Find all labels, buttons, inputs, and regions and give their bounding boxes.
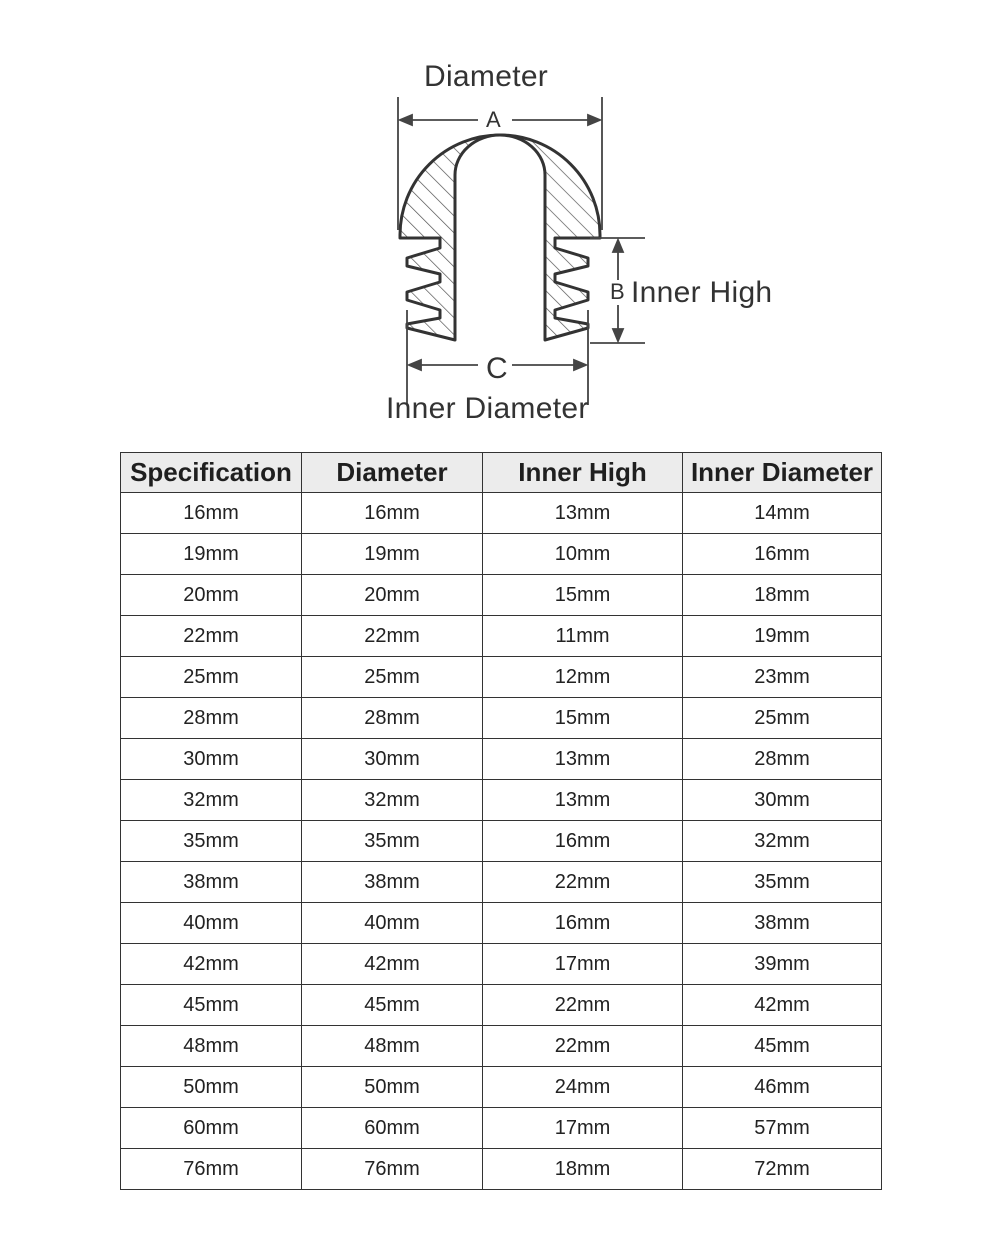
cell-inner-high: 22mm: [483, 862, 683, 903]
cell-inner-high: 24mm: [483, 1067, 683, 1108]
cell-specification: 19mm: [121, 534, 302, 575]
cell-inner-high: 22mm: [483, 1026, 683, 1067]
cell-inner-diameter: 23mm: [683, 657, 882, 698]
cell-inner-diameter: 16mm: [683, 534, 882, 575]
cell-specification: 76mm: [121, 1149, 302, 1190]
cell-diameter: 20mm: [302, 575, 483, 616]
cell-inner-high: 13mm: [483, 780, 683, 821]
cell-inner-high: 16mm: [483, 821, 683, 862]
cell-inner-high: 11mm: [483, 616, 683, 657]
cell-inner-diameter: 25mm: [683, 698, 882, 739]
cell-diameter: 16mm: [302, 493, 483, 534]
inner-high-label: Inner High: [631, 276, 773, 309]
cell-inner-high: 15mm: [483, 575, 683, 616]
cell-diameter: 19mm: [302, 534, 483, 575]
cell-diameter: 40mm: [302, 903, 483, 944]
cell-diameter: 28mm: [302, 698, 483, 739]
table-row: [121, 698, 882, 739]
cell-inner-diameter: 38mm: [683, 903, 882, 944]
cell-inner-high: 22mm: [483, 985, 683, 1026]
table-row: [121, 1026, 882, 1067]
inner-cavity: [455, 135, 545, 340]
cell-inner-diameter: 30mm: [683, 780, 882, 821]
cell-diameter: 35mm: [302, 821, 483, 862]
plug-diagram: [0, 0, 1000, 440]
table-header-row: [121, 453, 882, 493]
cell-specification: 38mm: [121, 862, 302, 903]
cell-inner-high: 18mm: [483, 1149, 683, 1190]
cell-inner-diameter: 35mm: [683, 862, 882, 903]
cell-specification: 48mm: [121, 1026, 302, 1067]
cell-specification: 42mm: [121, 944, 302, 985]
cell-inner-high: 17mm: [483, 944, 683, 985]
cell-inner-high: 12mm: [483, 657, 683, 698]
cell-specification: 40mm: [121, 903, 302, 944]
cell-specification: 22mm: [121, 616, 302, 657]
cell-diameter: 38mm: [302, 862, 483, 903]
cell-inner-diameter: 18mm: [683, 575, 882, 616]
table-row: [121, 493, 882, 534]
header-specification: Specification: [121, 453, 302, 493]
cell-diameter: 32mm: [302, 780, 483, 821]
cell-specification: 60mm: [121, 1108, 302, 1149]
cell-inner-diameter: 19mm: [683, 616, 882, 657]
header-diameter: Diameter: [302, 453, 483, 493]
cell-inner-diameter: 42mm: [683, 985, 882, 1026]
cell-specification: 20mm: [121, 575, 302, 616]
inner-diameter-label: Inner Diameter: [386, 392, 589, 425]
table-row: [121, 739, 882, 780]
specification-table: [120, 452, 882, 1190]
cell-diameter: 30mm: [302, 739, 483, 780]
cell-diameter: 60mm: [302, 1108, 483, 1149]
cell-diameter: 50mm: [302, 1067, 483, 1108]
cell-diameter: 76mm: [302, 1149, 483, 1190]
cell-inner-diameter: 46mm: [683, 1067, 882, 1108]
header-inner-diameter: Inner Diameter: [683, 453, 882, 493]
cell-specification: 28mm: [121, 698, 302, 739]
cell-diameter: 48mm: [302, 1026, 483, 1067]
cell-specification: 50mm: [121, 1067, 302, 1108]
cell-inner-diameter: 45mm: [683, 1026, 882, 1067]
cell-inner-diameter: 57mm: [683, 1108, 882, 1149]
dimension-letter-a: A: [486, 107, 501, 132]
cell-inner-diameter: 14mm: [683, 493, 882, 534]
table-row: [121, 821, 882, 862]
table-row: [121, 862, 882, 903]
cell-inner-high: 17mm: [483, 1108, 683, 1149]
table-row: [121, 1149, 882, 1190]
cell-specification: 16mm: [121, 493, 302, 534]
table-row: [121, 985, 882, 1026]
table-row: [121, 780, 882, 821]
table-row: [121, 1108, 882, 1149]
cell-inner-high: 13mm: [483, 739, 683, 780]
cell-diameter: 42mm: [302, 944, 483, 985]
cell-inner-diameter: 32mm: [683, 821, 882, 862]
table-row: [121, 944, 882, 985]
table-row: [121, 575, 882, 616]
cell-specification: 35mm: [121, 821, 302, 862]
cell-inner-high: 10mm: [483, 534, 683, 575]
table-row: [121, 657, 882, 698]
table-body: [121, 493, 882, 1190]
cell-diameter: 25mm: [302, 657, 483, 698]
header-inner-high: Inner High: [483, 453, 683, 493]
cell-inner-high: 16mm: [483, 903, 683, 944]
cell-specification: 32mm: [121, 780, 302, 821]
cell-inner-high: 13mm: [483, 493, 683, 534]
table-row: [121, 534, 882, 575]
cell-specification: 30mm: [121, 739, 302, 780]
table-row: [121, 1067, 882, 1108]
cell-inner-diameter: 39mm: [683, 944, 882, 985]
cell-inner-high: 15mm: [483, 698, 683, 739]
diameter-label: Diameter: [424, 60, 549, 93]
cell-diameter: 22mm: [302, 616, 483, 657]
dimension-letter-c: C: [486, 352, 508, 385]
cell-specification: 45mm: [121, 985, 302, 1026]
cell-specification: 25mm: [121, 657, 302, 698]
cell-inner-diameter: 72mm: [683, 1149, 882, 1190]
table-row: [121, 616, 882, 657]
cell-diameter: 45mm: [302, 985, 483, 1026]
dimension-letter-b: B: [610, 279, 625, 304]
cell-inner-diameter: 28mm: [683, 739, 882, 780]
table-row: [121, 903, 882, 944]
